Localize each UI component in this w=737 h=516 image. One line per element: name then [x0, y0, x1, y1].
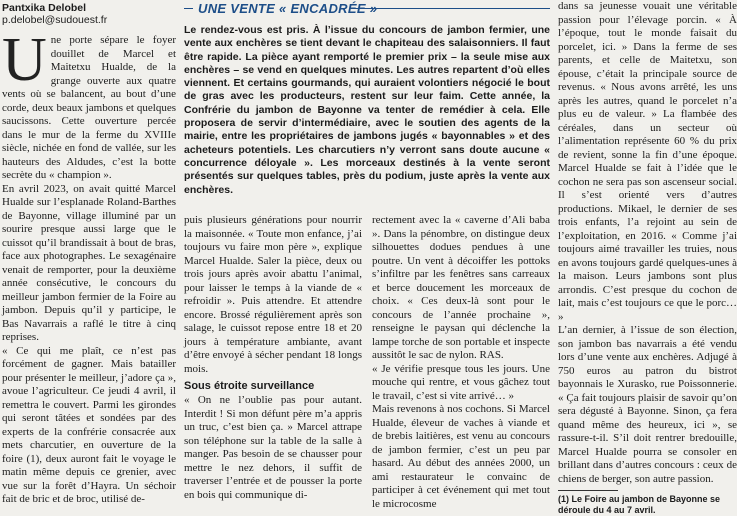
column-right	[558, 0, 737, 515]
column-middle-2	[372, 214, 550, 510]
author-name: Pantxika Delobel	[2, 2, 87, 14]
column-middle-1	[184, 214, 362, 500]
article-paragraph: « Je vérifie presque tous les jours. Une mouche qui rentre, et vous gâchez tout le travail, c’est si vite arrivé… »	[372, 362, 550, 402]
article-paragraph: L’an dernier, à l’issue de son élection, son jambon bas navarrais a été vendu lors d’une vente aux enchères. Adjugé à 750 euros au patron du bistrot bayonnais le Xurasko, rue Poissonnerie. « Ça fait toujours plaisir de savoir qu’on sera dégusté à Bayonne. Sinon, ça fera quand même des heureux, ici », se rassure-t-il. S’il doit rentrer bredouille, Marcel Hualde pourra se consoler en brillant dans d’autres concours : ceux de chiens de berger, son autre passion.	[558, 324, 737, 485]
article-paragraph: puis plusieurs générations pour nourrir la maisonnée. « Toute mon enfance, j’ai toujours vu faire mon père », explique Marcel Hualde. Saler la pièce, deux ou trois jours après avoir abattu l’animal, pour laisser le temps à la viande de « refroidir ». Puis attendre. Et attendre encore. Brossé régulièrement après son salage, le cuissot repose entre 18 et 20 jours à température ambiante, avant d’être envoyé à sécher pendant 18 longs mois.	[184, 214, 362, 375]
article-paragraph: dans sa jeunesse vouait une véritable passion pour l’élevage porcin. « À l’époque, tout le monde faisait du porcelet, ici. » Dans la ferme de ses parents, et celle de Maitetxu, son épouse, c’était la principale source de revenus. « Nous avons arrêté, les uns après les autres, quand le porcelet n’a plus eu de valeur. » La flambée des céréales, dans un secteur où l’alimentation représente 60 % du prix de revient, sonne la fin d’une époque. Marcel Hualde se fait à l’idée que le cochon ne sera pas son ascenseur social. Il s’est orienté vers d’autres productions. Mikael, le dernier de ses trois enfants, l’a rejoint au sein de l’exploitation, en 2016. « Comme j’ai toujours aimé travailler les truies, nous en avons toujours gardé quelques-unes à la maison. Leurs jambons sont plus arrondis. C’est presque du cochon de lait, mais c’est toujours ce que le porc… »	[558, 0, 737, 323]
lead-text: ne porte sépare le foyer douillet de Marcel et Maitetxu Hualde, de la grange ouverte aux quatre vents où se balancent, au bout d’une corde, deux beaux jambons et quelques saucissons. Cette ouverture percée dans le mur de la ferme du XVIIIe siècle, nichée en fond de vallée, sur les hauteurs des Aldudes, c’est la botte secrète du « champion ».	[2, 34, 176, 181]
article-paragraph: rectement avec la « caverne d’Ali baba ». Dans la pénombre, on distingue deux silhouettes dodues pendues à une poutre. Un vent à décoiffer les pottoks s’infiltre par les fenêtres sans carreaux et berce doucement les morceaux de choix. « Ces deux-là sont pour le concours de l’année prochaine », renseigne le paysan qui déclenche la lampe torche de son portable et inspecte aussitôt le sac de nylon. RAS.	[372, 214, 550, 361]
section-subhead: Sous étroite surveillance	[184, 380, 315, 392]
footnote-divider	[558, 490, 618, 491]
article-paragraph: En avril 2023, on avait quitté Marcel Hualde sur l’esplanade Roland-Barthes de Bayonne, village illuminé par un sourire presque aussi large que le cuissot qu’il brandissait à bout de bras, face aux photographes. Le sexagénaire venait de remporter, pour la deuxième année consécutive, le concours du meilleur jambon fermier de la Foire au jambon. Depuis qu’il y participe, le Bas Navarrais a raflé le titre à cinq reprises.	[2, 182, 176, 343]
article-paragraph: « On ne l’oublie pas pour autant. Interdit ! Si mon défunt père m’a appris un truc, c’est bien ça. » Marcel attrape son téléphone sur la table de la salle à manger. Pas besoin de se chausser pour mettre le nez dehors, il suffit de traverser l’entrée et de pousser la porte en bois qui communique di-	[184, 394, 362, 501]
drop-cap: U	[2, 26, 47, 94]
author-email[interactable]: p.delobel@sudouest.fr	[2, 14, 108, 26]
box-title: UNE VENTE « ENCADRÉE »	[198, 1, 378, 16]
box-rule-right	[354, 8, 550, 9]
article-paragraph: Mais revenons à nos cochons. Si Marcel Hualde, éleveur de vaches à viande et de brebis laitières, est venu au concours de jambon fermier, c’est un peu par hasard. Au début des années 2000, un ami restaurateur le convainc de participer à cet événement qui met tout le microcosme	[372, 403, 550, 510]
footnote: (1) Le Foire au jambon de Bayonne se déroule du 4 au 7 avril.	[558, 494, 721, 515]
box-text: Le rendez-vous est pris. À l’issue du concours de jambon fermier, une vente aux enchères se tient devant le chapiteau des salaisonniers. Il faut être rapide. La pièce ayant remporté le premier prix – la seule mise aux enchères – se vend en quelques minutes. Les autres repartent d’où elles viennent. Et certains gourmands, qui auraient volontiers négocié le bout de gras avec les producteurs, restent sur leur faim. Cette année, la Confrérie du jambon de Bayonne va tenter de remédier à cela. Elle proposera de servir d’intermédiaire, avec le soutien des agents de la mairie, entre les propriétaires de jambons jugés « bayonnables » et des acheteurs potentiels. Les charcutiers n’y verront sans doute aucune « concurrence déloyale ». Les morceaux destinés à la vente seront présentés sur quelques tables, près du podium, juste après la vente aux enchères.	[184, 24, 550, 196]
column-left	[0, 0, 176, 505]
box-rule-left	[184, 8, 193, 9]
sidebar-box	[184, 0, 550, 210]
article-paragraph: « Ce qui me plaît, ce n’est pas forcément de gagner. Mais batailler pour présenter le meilleur, j’adore ça », avoue l’agriculteur. Ce jeudi 4 avril, il remettra le couvert. Parmi les girondes qui seront tâtées et sondées par des experts de la confrérie consacrée aux mets charcutier, en ouverture de la foire (1), deux auront fait le voyage le matin même depuis ce grenier, avec vue sur la forêt d’Hayra. Un séchoir fait de bric et de broc, utilisé de-	[2, 344, 176, 505]
lead-paragraph	[2, 26, 176, 183]
